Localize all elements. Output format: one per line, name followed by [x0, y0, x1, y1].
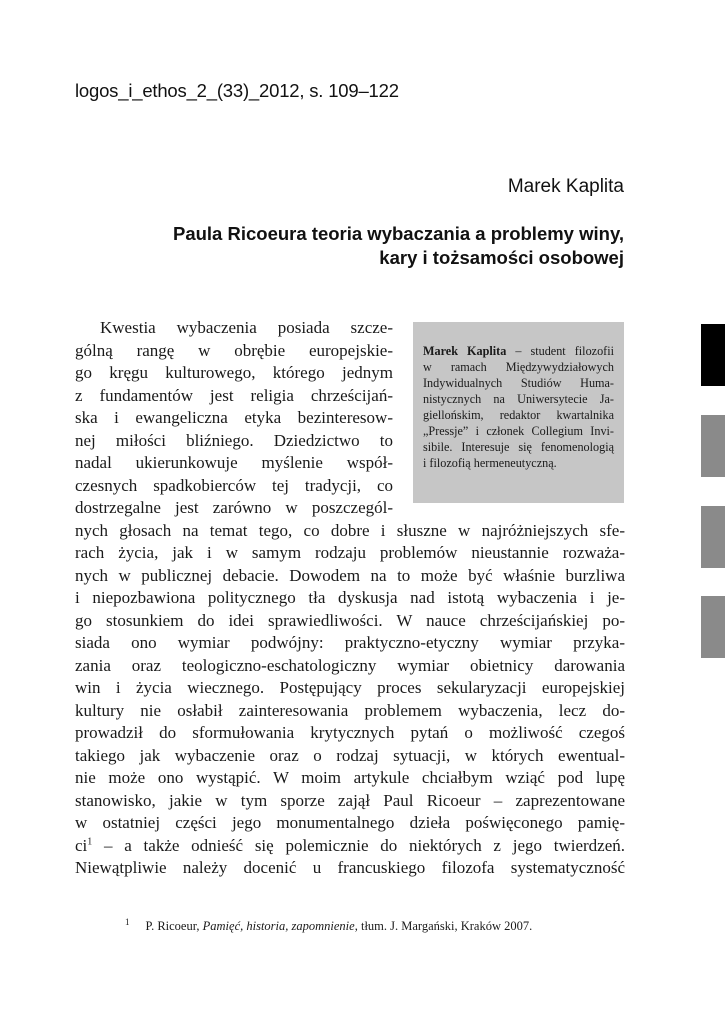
section-tab	[701, 415, 725, 477]
article-body	[75, 317, 625, 880]
body-line: dostrzegalne jest zarówno w poszczegól-	[75, 498, 393, 517]
body-line: takiego jak wybaczenie oraz o rodzaj sytuacji, w których ewentual-	[75, 745, 625, 765]
footnote-title: Pamięć, historia, zapomnienie	[202, 919, 355, 934]
section-tab	[701, 596, 725, 658]
body-line: stanowisko, jakie w tym sporze zajął Paul Ricoeur – zaprezentowane	[75, 790, 625, 810]
body-line: kultury nie osłabił zainteresowania problemem wybaczenia, lecz do-	[75, 700, 625, 720]
body-line: go kręgu kulturowego, którego jednym	[75, 363, 393, 382]
body-line: i niepozbawiona politycznego tła dyskusja nad istotą wybaczenia i je-	[75, 588, 625, 607]
footnote-reference[interactable]: 1	[87, 835, 93, 847]
article-title	[104, 222, 624, 270]
bio-line: „Pressje” i członek Collegium Invi-	[423, 424, 614, 438]
footnote	[125, 917, 532, 934]
body-line: siada ono wymiar podwójny: praktyczno-etyczny wymiar przyka-	[75, 633, 625, 652]
body-line-with-footnote	[75, 835, 625, 858]
body-line: nej miłości bliźniego. Dziedzictwo to	[75, 430, 393, 450]
body-line: nie może ono wystąpić. W moim artykule chciałbym wziąć pod lupę	[75, 768, 625, 787]
body-line: ska i ewangeliczna etyka bezinteresow-	[75, 408, 393, 427]
body-line: go stosunkiem do idei sprawiedliwości. W nauce chrześcijańskiej po-	[75, 610, 625, 630]
footnote-rest: , tłum. J. Margański, Kraków 2007.	[354, 919, 533, 934]
body-line: gólną rangę w obrębie europejskie-	[75, 340, 393, 360]
footnote-mark: 1	[125, 917, 130, 927]
body-line: zania oraz teologiczno-eschatologiczny wymiar obietnicy darowania	[75, 655, 625, 675]
body-line: Kwestia wybaczenia posiada szcze-	[100, 318, 393, 337]
bio-line: nistycznych na Uniwersytecie Ja-	[423, 392, 614, 406]
body-line: rach życia, jak i w samym rodzaju problemów nieustannie rozważa-	[75, 543, 625, 562]
journal-reference: logos_i_ethos_2_(33)_2012, s. 109–122	[75, 80, 399, 101]
bio-line: sibile. Interesuje się fenomenologią	[423, 440, 614, 454]
body-text: – a także odnieść się polemicznie do niektórych z jego twierdzeń.	[92, 835, 625, 855]
bio-line: giellońskim, redaktor kwartalnika	[423, 408, 614, 422]
title-line: kary i tożsamości osobowej	[379, 247, 624, 268]
title-line: Paula Ricoeura teoria wybaczania a problemy winy,	[172, 223, 624, 244]
body-line: win i życia wiecznego. Postępujący proces sekularyzacji europejskiej	[75, 678, 625, 697]
article-author: Marek Kaplita	[507, 176, 624, 197]
bio-line: w ramach Międzywydziałowych	[423, 360, 614, 374]
bio-name: Marek Kaplita	[423, 344, 507, 358]
body-line: nych głosach na temat tego, co dobre i słuszne w najróżniejszych sfe-	[75, 520, 625, 540]
body-line: nych w publicznej debacie. Dowodem na to może być właśnie burzliwa	[75, 565, 625, 585]
body-line: w ostatniej części jego monumentalnego dzieła poświęconego pamię-	[75, 813, 625, 832]
body-text: ci	[75, 835, 88, 855]
bio-line: Indywidualnych Studiów Huma-	[423, 376, 614, 390]
section-tab-active	[701, 324, 725, 386]
section-tab	[701, 506, 725, 568]
body-line: czesnych spadkobierców tej tradycji, co	[75, 475, 393, 495]
body-line: nadal ukierunkowuje myślenie współ-	[75, 453, 393, 472]
body-line: Niewątpliwie należy docenić u francuskiego filozofa systematyczność	[75, 858, 625, 877]
body-line: z fundamentów jest religia chrześcijań-	[75, 385, 393, 405]
bio-text: – student filozofii	[506, 344, 614, 358]
body-line: prowadził do sformułowania krytycznych pytań o możliwość czegoś	[75, 723, 625, 742]
footnote-author: P. Ricoeur,	[145, 919, 203, 934]
bio-line: i filozofią hermeneutyczną.	[423, 456, 557, 470]
